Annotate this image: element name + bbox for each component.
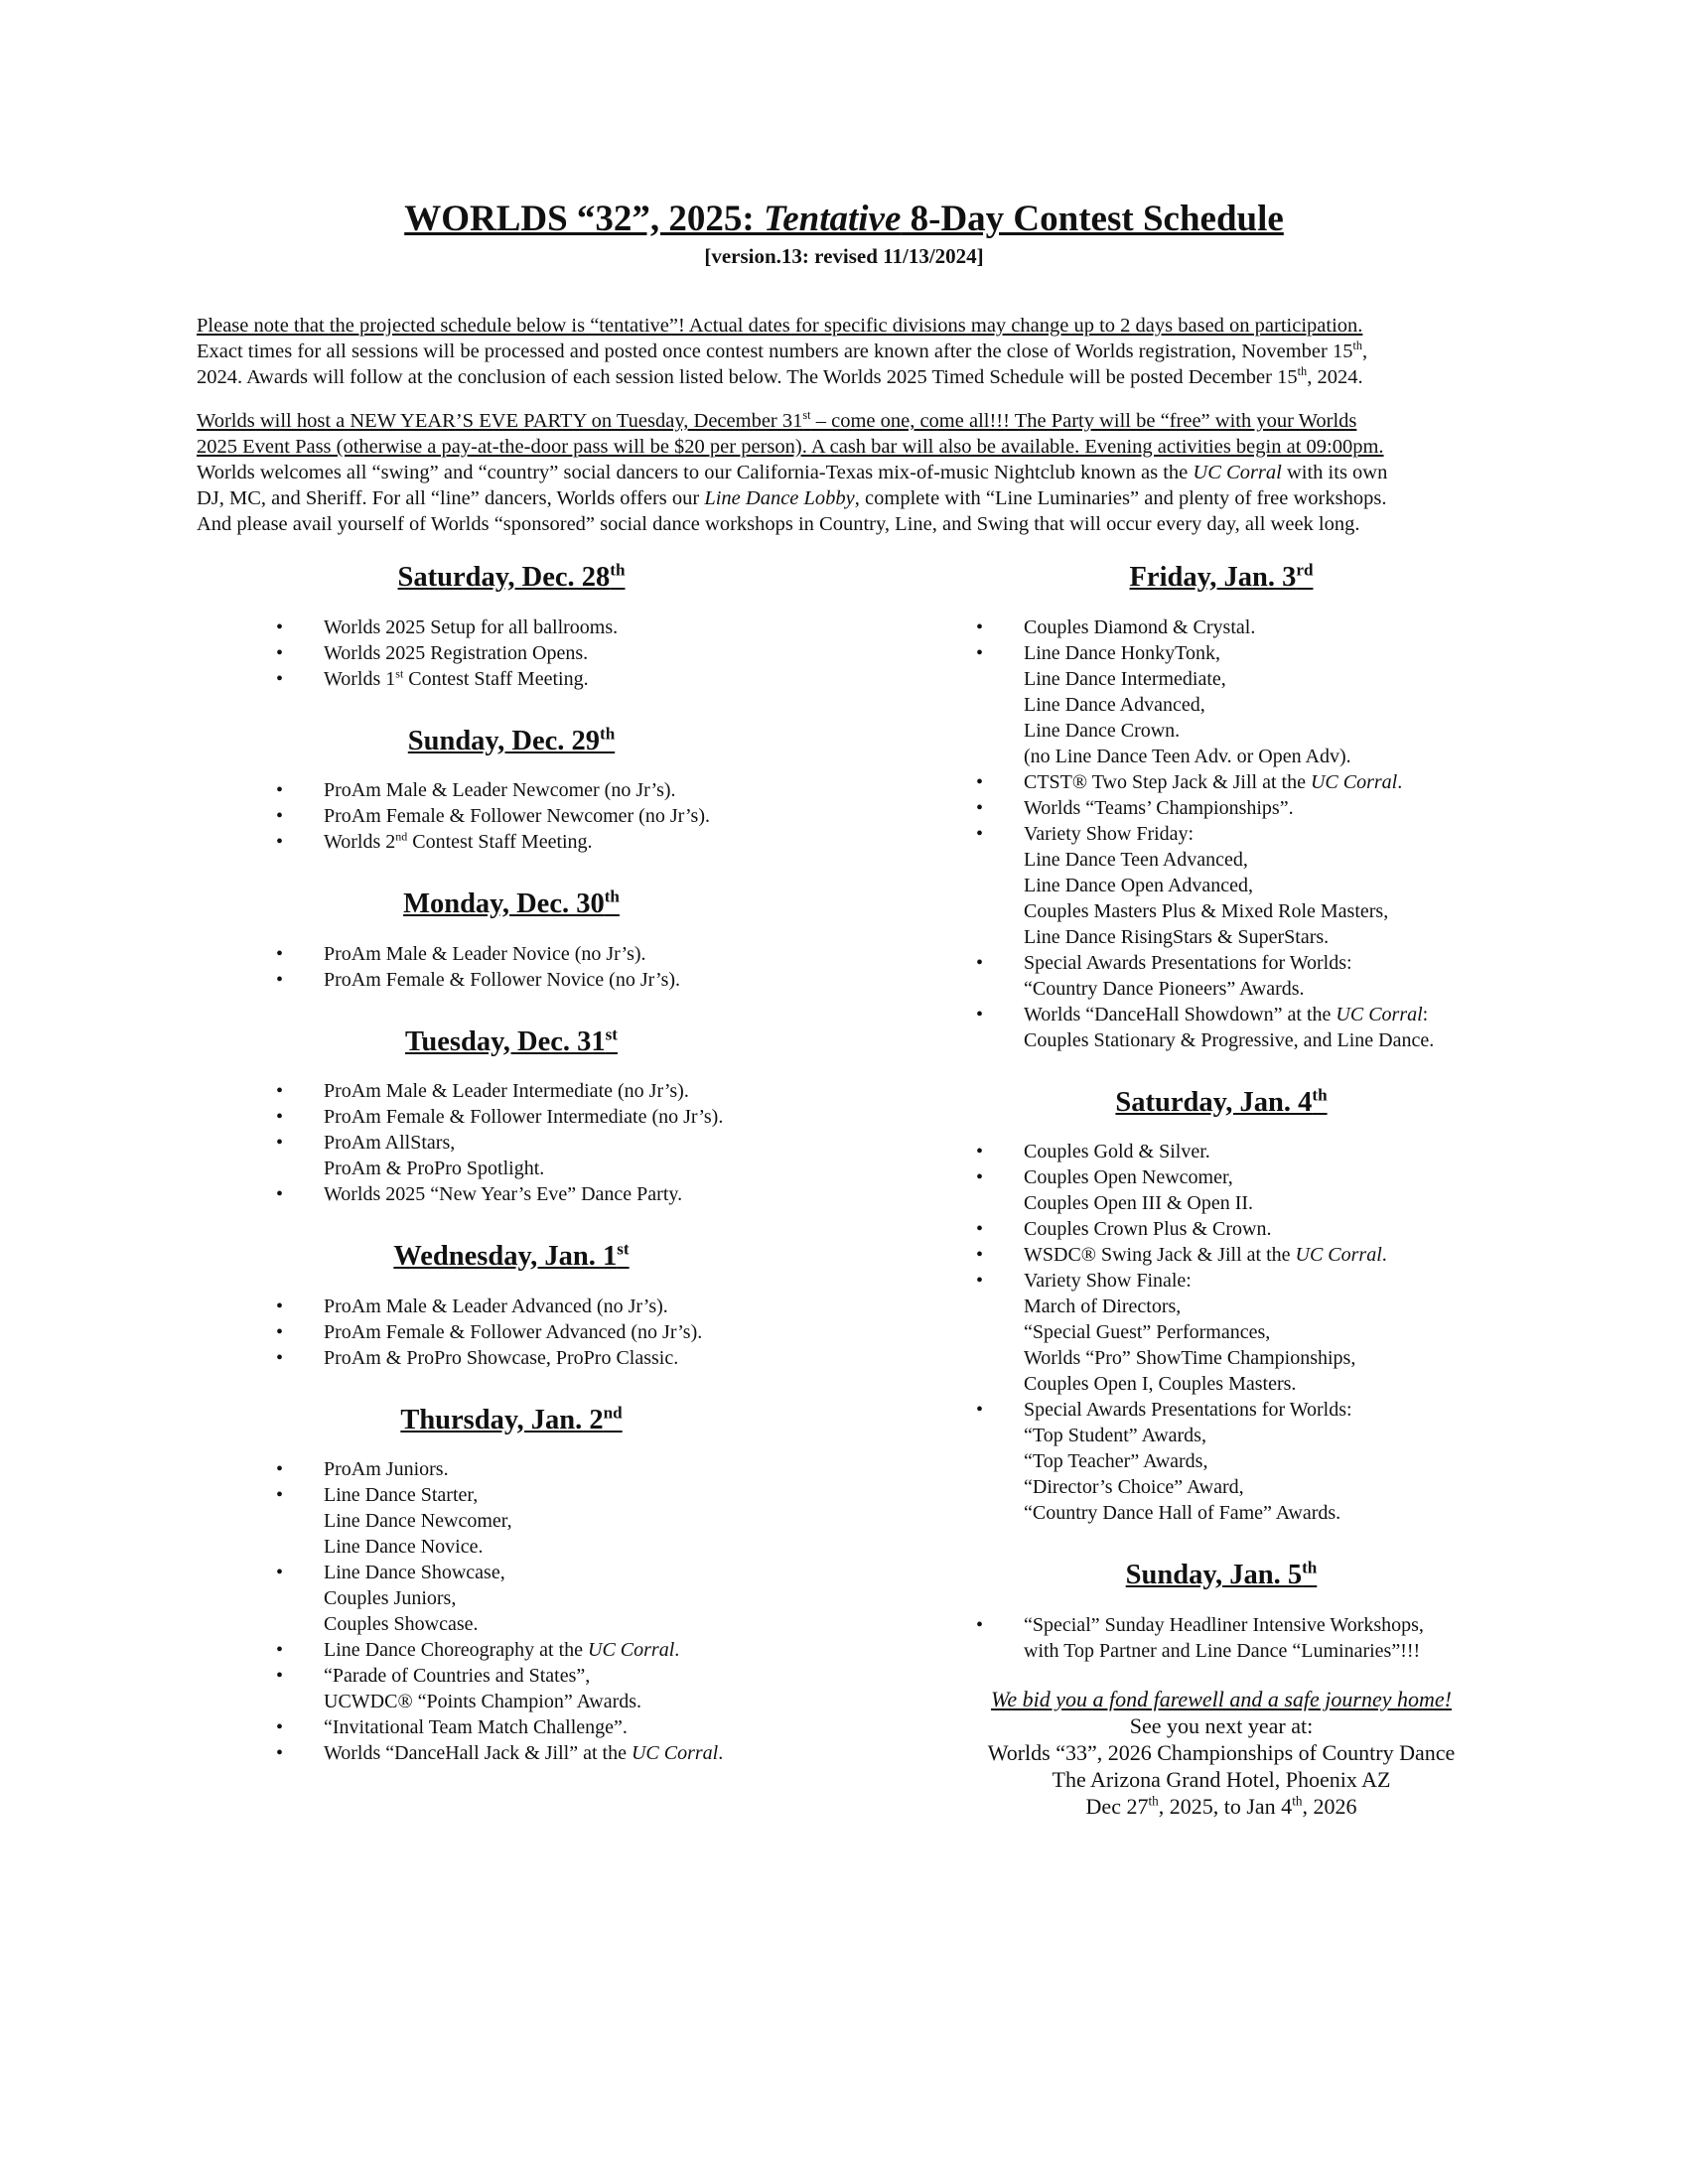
event-text: • Line Dance Showcase,	[324, 1562, 505, 1583]
party-line: And please avail yourself of Worlds “sponsored” social dance workshops in Country, Line, and Swing that will occur every day, all week long.	[197, 513, 1360, 535]
event-text: with Top Partner and Line Dance “Luminaries”!!!	[1024, 1639, 1421, 1662]
event-text: “Country Dance Pioneers” Awards.	[1024, 977, 1305, 1000]
event-item	[918, 950, 1554, 1002]
event-item	[918, 1612, 1554, 1664]
event-item	[918, 821, 1554, 950]
event-text: UCWDC® “Points Champion” Awards.	[324, 1691, 642, 1712]
event-text: • “Special” Sunday Headliner Intensive Workshops,	[1024, 1613, 1424, 1636]
event-text: Worlds “Pro” ShowTime Championships,	[1024, 1347, 1356, 1369]
event-text: • ProAm Male & Leader Novice (no Jr’s).	[324, 942, 646, 965]
event-item	[218, 829, 824, 855]
event-item	[918, 769, 1554, 795]
farewell-line1: We bid you a fond farewell and a safe journey home!	[991, 1686, 1452, 1711]
event-text: • Variety Show Finale:	[1024, 1270, 1192, 1292]
event-text: “Top Student” Awards,	[1024, 1425, 1206, 1446]
day-event-list	[218, 941, 824, 993]
day-section	[218, 1403, 824, 1767]
intro-line: Please note that the projected schedule below is “tentative”! Actual dates for specific divisions may change up to 2 days based on participation.	[197, 315, 1363, 337]
event-item	[218, 614, 824, 640]
event-item	[918, 795, 1554, 821]
event-text: Couples Juniors,	[324, 1587, 457, 1609]
day-heading: Thursday, Jan. 2nd	[400, 1403, 623, 1435]
event-text: • Special Awards Presentations for Worlds:	[1024, 951, 1352, 974]
event-text: Line Dance Newcomer,	[324, 1510, 512, 1532]
event-item	[218, 941, 824, 967]
event-text: Line Dance Advanced,	[1024, 693, 1205, 716]
event-text: • Worlds “Teams’ Championships”.	[1024, 796, 1294, 819]
event-text: • ProAm Female & Follower Intermediate (no Jr’s).	[324, 1106, 724, 1128]
day-event-list	[218, 1294, 824, 1371]
farewell-line2: See you next year at:	[1129, 1712, 1314, 1738]
event-item	[218, 666, 824, 692]
event-text: • WSDC® Swing Jack & Jill at the UC Corral.	[1024, 1244, 1387, 1266]
event-item	[218, 1319, 824, 1345]
event-text: Line Dance Teen Advanced,	[1024, 848, 1248, 871]
party-line: Worlds will host a NEW YEAR’S EVE PARTY on Tuesday, December 31st – come one, come all!!! The Party will be “free” with your Worlds	[197, 408, 1357, 432]
event-text: “Special Guest” Performances,	[1024, 1321, 1271, 1343]
party-line: 2025 Event Pass (otherwise a pay-at-the-door pass will be $20 per person). A cash bar will also be available. Evening activities begin at 09:00pm.	[197, 436, 1384, 458]
event-item	[218, 1181, 824, 1207]
event-text: • ProAm Female & Follower Novice (no Jr’s).	[324, 968, 681, 991]
day-event-list	[218, 614, 824, 692]
farewell-block	[918, 1686, 1524, 1820]
event-text: • Couples Crown Plus & Crown.	[1024, 1218, 1272, 1240]
day-section	[218, 560, 824, 692]
intro-paragraph	[197, 313, 1497, 390]
event-text: • “Invitational Team Match Challenge”.	[324, 1716, 628, 1738]
event-item	[218, 1130, 824, 1181]
event-text: • ProAm Male & Leader Newcomer (no Jr’s).	[324, 779, 676, 801]
farewell-line3: Worlds “33”, 2026 Championships of Country Dance	[987, 1739, 1456, 1765]
event-text: Couples Open I, Couples Masters.	[1024, 1373, 1297, 1395]
event-item	[918, 1268, 1554, 1397]
event-text: Couples Masters Plus & Mixed Role Masters,	[1024, 899, 1389, 922]
event-text: Line Dance Open Advanced,	[1024, 874, 1254, 896]
party-line: DJ, MC, and Sheriff. For all “line” dancers, Worlds offers our Line Dance Lobby, complete with “Line Luminaries” and plenty of free workshops.	[197, 487, 1387, 509]
event-text: • Worlds 2nd Contest Staff Meeting.	[324, 829, 593, 853]
event-text: • Special Awards Presentations for Worlds:	[1024, 1399, 1352, 1421]
event-text: • CTST® Two Step Jack & Jill at the UC Corral.	[1024, 770, 1403, 793]
event-item	[218, 1078, 824, 1104]
event-text: “Country Dance Hall of Fame” Awards.	[1024, 1502, 1341, 1524]
event-text: • Worlds 2025 Setup for all ballrooms.	[324, 615, 619, 638]
event-text: Couples Open III & Open II.	[1024, 1192, 1254, 1214]
farewell-line4: The Arizona Grand Hotel, Phoenix AZ	[1052, 1766, 1391, 1792]
event-item	[918, 1242, 1554, 1268]
event-item	[218, 1663, 824, 1714]
event-item	[218, 1104, 824, 1130]
event-item	[218, 1345, 824, 1371]
day-heading: Tuesday, Dec. 31st	[404, 1024, 618, 1057]
event-text: Line Dance Crown.	[1024, 719, 1181, 742]
event-item	[218, 640, 824, 666]
event-item	[218, 777, 824, 803]
event-text: • Worlds 2025 Registration Opens.	[324, 641, 589, 664]
day-heading: Monday, Dec. 30th	[403, 887, 620, 919]
left-column	[218, 560, 824, 1802]
event-item	[218, 1637, 824, 1663]
day-heading: Friday, Jan. 3rd	[1129, 560, 1314, 593]
day-section	[218, 887, 824, 993]
day-heading: Wednesday, Jan. 1st	[393, 1239, 630, 1272]
event-item	[918, 1164, 1554, 1216]
event-text: Couples Stationary & Progressive, and Line Dance.	[1024, 1028, 1435, 1051]
event-item	[918, 640, 1554, 769]
day-heading: Saturday, Dec. 28th	[397, 560, 626, 593]
event-item	[918, 1397, 1554, 1526]
day-section	[218, 724, 824, 856]
day-event-list	[218, 777, 824, 855]
event-text: “Top Teacher” Awards,	[1024, 1450, 1208, 1472]
day-heading: Sunday, Jan. 5th	[1125, 1558, 1318, 1590]
event-text: • Line Dance Starter,	[324, 1484, 479, 1506]
day-heading: Sunday, Dec. 29th	[407, 724, 616, 756]
intro-line: 2024. Awards will follow at the conclusion of each session listed below. The Worlds 2025 Timed Schedule will be posted December 15th, 2024.	[197, 364, 1363, 388]
event-text: • ProAm Male & Leader Advanced (no Jr’s).	[324, 1295, 668, 1317]
event-text: • ProAm Male & Leader Intermediate (no Jr’s).	[324, 1080, 689, 1102]
event-text: • Couples Gold & Silver.	[1024, 1141, 1210, 1162]
party-paragraph	[197, 408, 1497, 537]
day-event-list	[918, 614, 1554, 1053]
event-text: • ProAm Female & Follower Advanced (no Jr’s).	[324, 1320, 703, 1343]
day-section	[918, 1558, 1554, 1664]
event-text: Line Dance Intermediate,	[1024, 667, 1226, 690]
event-text: Line Dance RisingStars & SuperStars.	[1024, 925, 1330, 948]
day-section	[918, 560, 1554, 1053]
event-text: • ProAm & ProPro Showcase, ProPro Classic.	[324, 1346, 679, 1369]
day-heading: Saturday, Jan. 4th	[1115, 1085, 1328, 1118]
event-item	[918, 1139, 1554, 1164]
intro-line: Exact times for all sessions will be processed and posted once contest numbers are known after the close of Worlds registration, November 15th,	[197, 339, 1368, 362]
document-title: WORLDS “32”, 2025: Tentative 8-Day Contest Schedule	[404, 199, 1284, 239]
event-text: • Variety Show Friday:	[1024, 822, 1195, 845]
event-text: • ProAm Juniors.	[324, 1458, 449, 1480]
event-text: ProAm & ProPro Spotlight.	[324, 1158, 545, 1179]
event-text: (no Line Dance Teen Adv. or Open Adv).	[1024, 745, 1351, 767]
farewell-line5: Dec 27th, 2025, to Jan 4th, 2026	[1085, 1793, 1357, 1819]
event-item	[218, 1714, 824, 1740]
right-column	[918, 560, 1554, 1820]
event-text: • Couples Diamond & Crystal.	[1024, 615, 1256, 638]
event-text: • Worlds “DanceHall Jack & Jill” at the UC Corral.	[324, 1742, 724, 1764]
event-text: Couples Showcase.	[324, 1613, 479, 1635]
event-text: “Director’s Choice” Award,	[1024, 1476, 1244, 1498]
event-item	[918, 1002, 1554, 1053]
event-item	[218, 1294, 824, 1319]
event-text: • Worlds 1st Contest Staff Meeting.	[324, 665, 589, 690]
event-text: • Line Dance Choreography at the UC Corral.	[324, 1639, 680, 1661]
event-item	[218, 967, 824, 993]
event-text: • Worlds “DanceHall Showdown” at the UC Corral:	[1024, 1003, 1429, 1025]
day-event-list	[918, 1139, 1554, 1526]
event-text: March of Directors,	[1024, 1296, 1182, 1317]
event-item	[918, 614, 1554, 640]
version-note: [version.13: revised 11/13/2024]	[704, 244, 984, 268]
event-text: • Couples Open Newcomer,	[1024, 1166, 1233, 1188]
day-section	[918, 1085, 1554, 1527]
day-event-list	[918, 1612, 1554, 1664]
event-item	[218, 1456, 824, 1482]
event-text: • ProAm AllStars,	[324, 1132, 456, 1154]
event-item	[218, 803, 824, 829]
event-text: • Line Dance HonkyTonk,	[1024, 641, 1220, 664]
event-item	[218, 1560, 824, 1637]
day-event-list	[218, 1078, 824, 1207]
party-line: Worlds welcomes all “swing” and “country” social dancers to our California-Texas mix-of-music Nightclub known as the UC Corral with its own	[197, 462, 1388, 483]
event-item	[218, 1740, 824, 1766]
day-event-list	[218, 1456, 824, 1766]
event-item	[918, 1216, 1554, 1242]
event-text: Line Dance Novice.	[324, 1536, 484, 1558]
day-section	[218, 1239, 824, 1371]
event-text: • ProAm Female & Follower Newcomer (no Jr’s).	[324, 805, 711, 827]
event-item	[218, 1482, 824, 1560]
event-text: • “Parade of Countries and States”,	[324, 1665, 591, 1687]
event-text: • Worlds 2025 “New Year’s Eve” Dance Party.	[324, 1183, 683, 1205]
day-section	[218, 1024, 824, 1208]
